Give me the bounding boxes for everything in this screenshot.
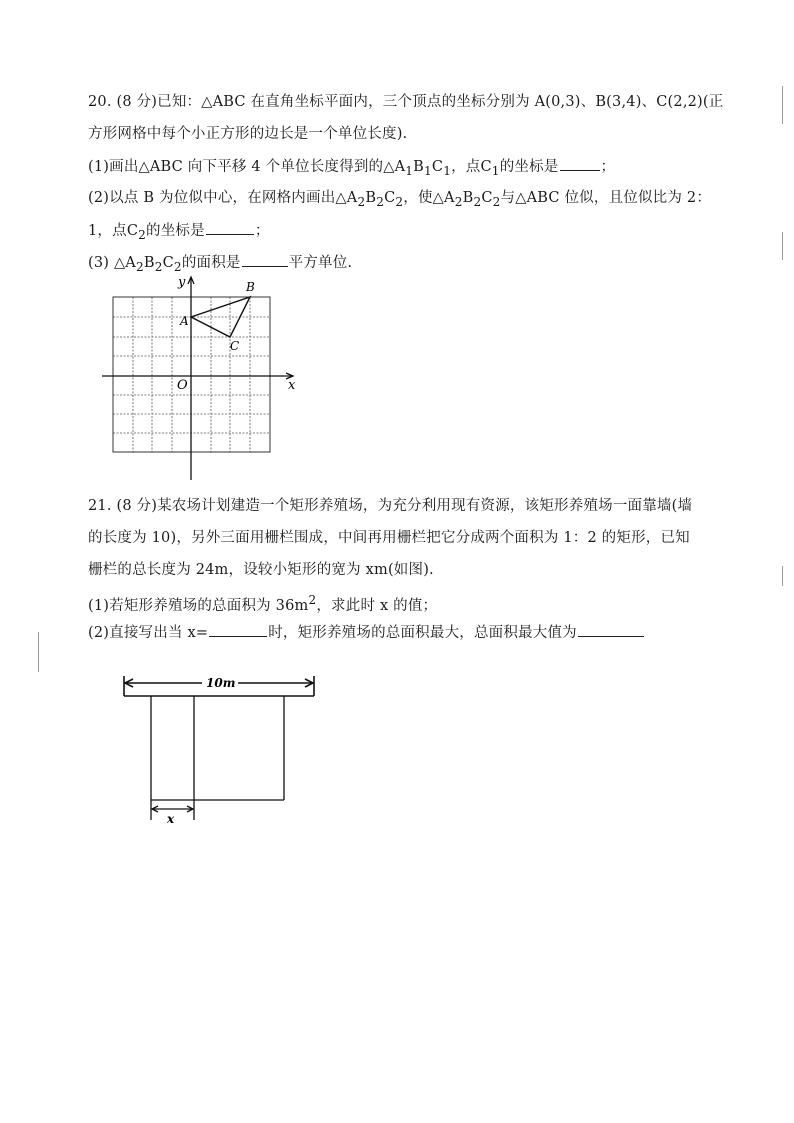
scan-mark	[782, 566, 783, 586]
q20-part2-text: C	[481, 190, 493, 206]
scan-mark	[782, 232, 783, 260]
subscript: 2	[173, 259, 182, 274]
subscript: 2	[357, 194, 366, 209]
answer-blank[interactable]	[209, 622, 267, 637]
q20-part2-text: 1，点C	[88, 223, 139, 239]
q20-part2-text: 的坐标是	[146, 223, 205, 239]
q20-part2-cont	[88, 220, 270, 245]
width-label: x	[167, 812, 175, 826]
q21-line2: 的长度为 10)，另外三面用栅栏围成，中间再用栅栏把它分成两个面积为 1：2 的矩形，已知	[88, 530, 690, 546]
q21-part2-text: 时，矩形养殖场的总面积最大，总面积最大值为	[268, 625, 577, 641]
scan-mark	[38, 632, 39, 672]
subscript: 2	[138, 227, 147, 242]
q20-part1-text: B	[413, 159, 425, 175]
answer-blank[interactable]	[206, 220, 254, 235]
q20-part2-text: B	[365, 190, 377, 206]
q20-part3-text: 的面积是	[181, 255, 241, 271]
q20-part3-text: B	[143, 255, 155, 271]
q20-line1: 20. (8 分)已知：△ABC 在直角坐标平面内，三个顶点的坐标分别为 A(0,3)、B(3,4)、C(2,2)(正	[88, 94, 724, 110]
q20-part1-text: (1)画出△ABC 向下平移 4 个单位长度得到的△A	[88, 159, 406, 175]
q21-part1-text: (1)若矩形养殖场的总面积为 36m	[88, 597, 309, 614]
axis-label-x: x	[288, 378, 296, 393]
answer-blank[interactable]	[242, 252, 288, 267]
subscript: 2	[135, 259, 144, 274]
subscript: 1	[443, 163, 452, 178]
q20-part1-text: C	[431, 159, 444, 175]
vertex-label-a: A	[180, 314, 189, 328]
q20-part3-text: 平方单位.	[288, 255, 353, 271]
q21-part2-text: (2)直接写出当 x=	[88, 625, 209, 641]
q20-line2: 方形网格中每个小正方形的边长是一个单位长度).	[88, 126, 408, 142]
enclosure-figure	[114, 668, 326, 828]
subscript: 1	[405, 163, 414, 178]
q20-part2-text: ，使△A	[403, 190, 455, 206]
answer-blank[interactable]	[560, 156, 600, 171]
subscript: 1	[491, 163, 500, 178]
q20-part2-text: B	[462, 190, 474, 206]
q20-part2-text: (2)以点 B 为位似中心，在网格内画出△A	[88, 190, 358, 206]
subscript: 2	[454, 194, 463, 209]
q20-part2	[88, 188, 711, 212]
origin-label: O	[177, 378, 188, 393]
coordinate-grid-figure	[96, 272, 316, 482]
q20-part3-text: C	[162, 255, 174, 271]
subscript: 2	[154, 259, 163, 274]
q21-part1	[88, 590, 437, 616]
vertex-label-b: B	[246, 280, 255, 294]
q20-part2-text: ；	[254, 223, 270, 239]
q20-part1-text: ，点C	[451, 159, 492, 175]
subscript: 1	[424, 163, 432, 178]
q21-part1-text: ，求此时 x 的值；	[316, 597, 438, 614]
answer-blank[interactable]	[578, 622, 644, 637]
vertex-label-c: C	[230, 339, 240, 353]
q20-part2-text: 与△ABC 位似，且位似比为 2：	[500, 190, 712, 206]
q21-part2	[88, 622, 645, 643]
q20-part1-text: ；	[600, 159, 616, 175]
q20-part1-text: 的坐标是	[499, 159, 559, 175]
q20-part2-text: C	[384, 190, 396, 206]
q21-line1: 21. (8 分)某农场计划建造一个矩形养殖场，为充分利用现有资源，该矩形养殖场一面靠墙(墙	[88, 498, 693, 514]
subscript: 2	[473, 194, 482, 209]
axis-label-y: y	[178, 275, 186, 290]
subscript: 2	[492, 194, 501, 209]
fence-lines	[151, 696, 284, 800]
q20-part1	[88, 156, 615, 181]
wall-length-label: 10m	[206, 676, 236, 690]
q21-line3: 栅栏的总长度为 24m，设较小矩形的宽为 xm(如图).	[88, 562, 434, 578]
subscript: 2	[395, 194, 404, 209]
axes	[102, 277, 293, 480]
subscript: 2	[376, 194, 385, 209]
superscript: 2	[308, 593, 317, 607]
scan-mark	[782, 86, 783, 124]
q20-part3-text: (3) △A	[88, 255, 136, 271]
triangle-abc	[191, 297, 250, 337]
